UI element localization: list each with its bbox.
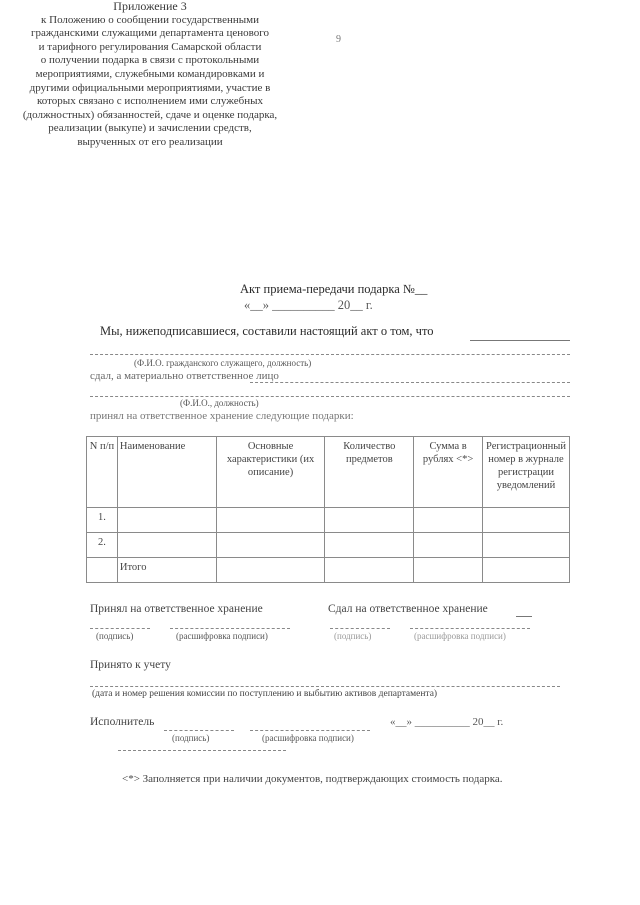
- executor-podpis: (подпись): [172, 733, 210, 743]
- appendix-line: (должностных) обязанностей, сдаче и оценке подарка,: [22, 108, 278, 121]
- commission-line: [90, 686, 560, 687]
- table-cell: [216, 533, 325, 558]
- sign-line-left2: [170, 628, 290, 629]
- table-cell: [117, 508, 216, 533]
- intro-fill-line: [470, 340, 570, 341]
- table-cell: [325, 508, 414, 533]
- appendix-line: вырученных от его реализации: [77, 135, 223, 148]
- position-line: [90, 396, 570, 397]
- table-cell: 2.: [87, 533, 118, 558]
- executor-name-line: [250, 730, 370, 731]
- executor-sign-line: [164, 730, 234, 731]
- table-cell: [482, 508, 569, 533]
- header-cell-reg-number: Регистрационный номер в журнале регистрации уведомлений: [482, 437, 569, 508]
- employee-line: [90, 354, 570, 355]
- rasshifrovka-left: (расшифровка подписи): [176, 631, 268, 641]
- appendix-title: Приложение 3: [113, 0, 187, 13]
- table-cell: [87, 558, 118, 583]
- appendix-line: другими официальными мероприятиями, участие в: [29, 81, 271, 94]
- intro-text: Мы, нижеподписавшиеся, составили настоящий акт о том, что: [100, 324, 434, 338]
- handed-fill-line: [516, 616, 532, 617]
- accepted-label: Принял на ответственное хранение: [90, 603, 263, 615]
- label-fio-employee: (Ф.И.О. гражданского служащего, должность): [134, 358, 312, 368]
- gifts-table: [86, 436, 570, 583]
- table-cell: [117, 533, 216, 558]
- appendix-block: [0, 0, 300, 150]
- table-cell: [414, 558, 483, 583]
- table-header-row: [87, 437, 570, 508]
- executor-rasshifrovka: (расшифровка подписи): [262, 733, 354, 743]
- podpis-right: (подпись): [334, 631, 372, 641]
- act-date: «__» __________ 20__ г.: [244, 298, 373, 312]
- executor-date: «__» __________ 20__ г.: [390, 716, 504, 728]
- table-cell: [325, 533, 414, 558]
- appendix-line: к Положению о сообщении государственными: [41, 13, 259, 26]
- prinyato-label: Принято к учету: [90, 659, 171, 671]
- label-fio-position: (Ф.И.О., должность): [180, 398, 259, 408]
- commission-note: (дата и номер решения комиссии по поступлению и выбытию активов департамента): [92, 689, 438, 699]
- header-cell-name: Наименование: [117, 437, 216, 508]
- act-title: Акт приема-передачи подарка №__: [240, 282, 428, 296]
- table-cell: [414, 508, 483, 533]
- sign-line-left: [90, 628, 150, 629]
- sign-line-right: [330, 628, 390, 629]
- sdal-line: [250, 382, 570, 383]
- executor-label: Исполнитель: [90, 716, 155, 728]
- appendix-line: мероприятиями, служебными командировками и: [35, 67, 265, 80]
- table-total-row: [87, 558, 570, 583]
- appendix-line: гражданскими служащими департамента ценового: [31, 27, 269, 40]
- appendix-line: которых связано с исполнением ими служебных: [37, 95, 263, 108]
- header-cell-quantity: Количество предметов: [325, 437, 414, 508]
- table-cell: [482, 558, 569, 583]
- table-cell: [482, 533, 569, 558]
- footnote-separator: [118, 750, 286, 751]
- table-cell: [325, 558, 414, 583]
- podpis-left: (подпись): [96, 631, 134, 641]
- table-total-label: Итого: [117, 558, 216, 583]
- table-cell: [414, 533, 483, 558]
- page-number: 9: [336, 34, 341, 45]
- appendix-line: о получении подарка в связи с протокольными: [40, 54, 260, 67]
- header-cell-number: N п/п: [87, 437, 118, 508]
- rasshifrovka-right: (расшифровка подписи): [414, 631, 506, 641]
- table-cell: [216, 558, 325, 583]
- text-prinyal: принял на ответственное хранение следующие подарки:: [90, 410, 354, 422]
- table-cell: 1.: [87, 508, 118, 533]
- appendix-line: и тарифного регулирования Самарской области: [38, 40, 262, 53]
- table-row: [87, 533, 570, 558]
- sign-line-right2: [410, 628, 530, 629]
- text-sdal: сдал, а материально ответственное лицо: [90, 370, 279, 382]
- appendix-line: реализации (выкупе) и зачислении средств,: [48, 122, 252, 135]
- header-cell-sum: Сумма в рублях <*>: [414, 437, 483, 508]
- handed-label: Сдал на ответственное хранение: [328, 603, 488, 615]
- header-cell-characteristics: Основные характеристики (их описание): [216, 437, 325, 508]
- footnote: <*> Заполняется при наличии документов, подтверждающих стоимость подарка.: [122, 773, 503, 785]
- table-cell: [216, 508, 325, 533]
- table-row: [87, 508, 570, 533]
